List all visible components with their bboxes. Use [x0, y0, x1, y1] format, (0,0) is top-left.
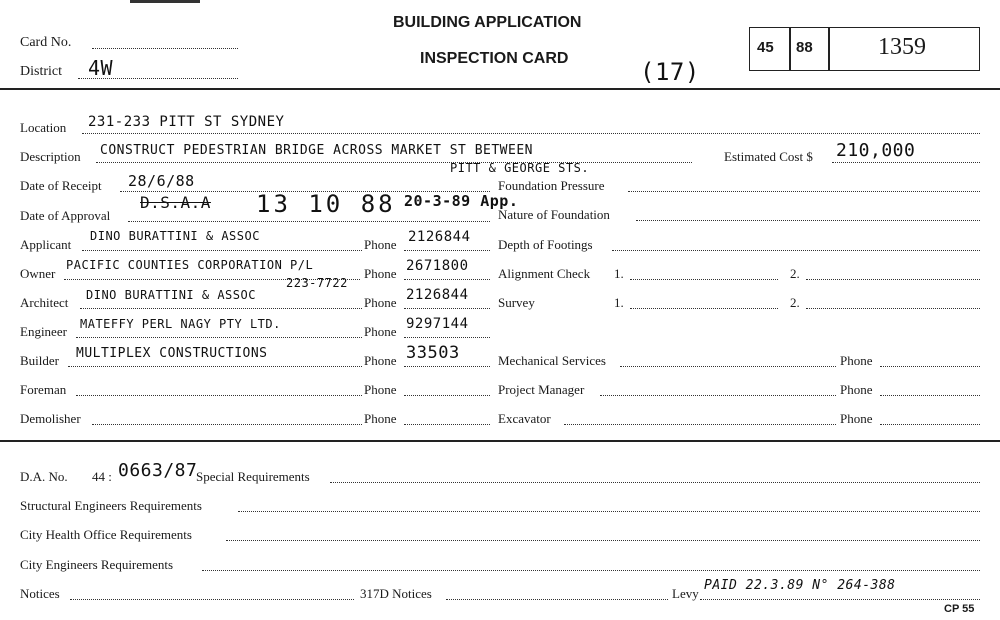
- builder-label: Builder: [20, 353, 59, 368]
- nature-foundation-line: [636, 220, 980, 221]
- nature-foundation-label: Nature of Foundation: [498, 207, 610, 222]
- levy-label: Levy: [672, 586, 699, 601]
- engineer-phone-value: 9297144: [406, 316, 469, 332]
- health-label: City Health Office Requirements: [20, 527, 192, 542]
- box-a: 45: [757, 39, 774, 56]
- location-line: [82, 133, 980, 134]
- levy-value: PAID 22.3.89 N° 264-388: [704, 578, 896, 593]
- builder-phone-line: [404, 366, 490, 367]
- form-code: CP 55: [944, 603, 975, 615]
- project-manager-line: [600, 395, 836, 396]
- description-line: [96, 162, 692, 163]
- date-receipt-label: Date of Receipt: [20, 178, 102, 193]
- depth-footings-line: [612, 250, 980, 251]
- notices-317d-line: [446, 599, 668, 600]
- engineer-label: Engineer: [20, 324, 67, 339]
- demolisher-label: Demolisher: [20, 411, 81, 426]
- header-divider: [0, 88, 1000, 90]
- architect-line: [80, 308, 362, 309]
- district-label: District: [20, 64, 62, 79]
- location-value: 231-233 PITT ST SYDNEY: [88, 114, 285, 130]
- engineer-value: MATEFFY PERL NAGY PTY LTD.: [80, 317, 281, 331]
- location-label: Location: [20, 120, 67, 135]
- date-approval-note: 20-3-89 App.: [404, 192, 519, 210]
- project-manager-label: Project Manager: [498, 382, 585, 397]
- foundation-pressure-line: [628, 191, 980, 192]
- architect-phone-label: Phone: [364, 295, 397, 310]
- structural-label: Structural Engineers Requirements: [20, 498, 202, 513]
- survey-one-label: 1.: [614, 295, 624, 310]
- box-divider-1: [789, 27, 791, 71]
- architect-phone-value: 2126844: [406, 287, 469, 303]
- alignment-one-line: [630, 279, 778, 280]
- description-value-2: PITT & GEORGE STS.: [450, 161, 590, 175]
- alignment-two-line: [806, 279, 980, 280]
- alignment-two-label: 2.: [790, 266, 800, 281]
- owner-phone-line: [404, 279, 490, 280]
- title-line-1: BUILDING APPLICATION: [393, 14, 582, 31]
- applicant-phone-line: [404, 250, 490, 251]
- survey-label: Survey: [498, 295, 535, 310]
- foreman-phone-line: [404, 395, 490, 396]
- description-value: CONSTRUCT PEDESTRIAN BRIDGE ACROSS MARKET ST BETWEEN: [100, 143, 533, 158]
- foreman-line: [76, 395, 362, 396]
- handwritten-number: (17): [640, 58, 700, 86]
- card-no-label: Card No.: [20, 35, 72, 50]
- special-requirements-label: Special Requirements: [196, 469, 310, 484]
- depth-footings-label: Depth of Footings: [498, 237, 593, 252]
- architect-extra: 223-7722: [286, 276, 348, 290]
- applicant-value: DINO BURATTINI & ASSOC: [90, 229, 260, 243]
- owner-phone-label: Phone: [364, 266, 397, 281]
- builder-phone-value: 33503: [406, 343, 460, 363]
- owner-phone-value: 2671800: [406, 258, 469, 274]
- mechanical-label: Mechanical Services: [498, 353, 606, 368]
- excavator-phone-label: Phone: [840, 411, 873, 426]
- builder-line: [68, 366, 362, 367]
- mechanical-line: [620, 366, 836, 367]
- engineer-phone-label: Phone: [364, 324, 397, 339]
- estimated-cost-label: Estimated Cost $: [724, 149, 813, 164]
- date-approval-line: [128, 221, 490, 222]
- demolisher-phone-label: Phone: [364, 411, 397, 426]
- box-number: 1359: [878, 34, 926, 60]
- survey-one-line: [630, 308, 778, 309]
- survey-two-line: [806, 308, 980, 309]
- box-divider-2: [828, 27, 830, 71]
- builder-value: MULTIPLEX CONSTRUCTIONS: [76, 346, 268, 361]
- applicant-line: [82, 250, 362, 251]
- architect-value: DINO BURATTINI & ASSOC: [86, 288, 256, 302]
- date-receipt-value: 28/6/88: [128, 172, 195, 190]
- box-b: 88: [796, 39, 813, 56]
- date-approval-label: Date of Approval: [20, 208, 111, 223]
- da-value: 0663/87: [118, 460, 198, 481]
- structural-line: [238, 511, 980, 512]
- da-prefix: 44 :: [92, 469, 112, 484]
- da-label: D.A. No.: [20, 469, 68, 484]
- city-engineers-label: City Engineers Requirements: [20, 557, 174, 572]
- section-divider: [0, 440, 1000, 442]
- demolisher-phone-line: [404, 424, 490, 425]
- alignment-one-label: 1.: [614, 266, 624, 281]
- special-requirements-line: [330, 482, 980, 483]
- alignment-label: Alignment Check: [498, 266, 591, 281]
- foreman-label: Foreman: [20, 382, 67, 397]
- survey-two-label: 2.: [790, 295, 800, 310]
- engineer-line: [76, 337, 362, 338]
- mechanical-phone-label: Phone: [840, 353, 873, 368]
- notices-label: Notices: [20, 586, 60, 601]
- owner-label: Owner: [20, 266, 56, 281]
- architect-label: Architect: [20, 295, 69, 310]
- applicant-phone-value: 2126844: [408, 229, 471, 245]
- applicant-phone-label: Phone: [364, 237, 397, 252]
- estimated-cost-line: [832, 162, 980, 163]
- card-number-box: [749, 27, 980, 71]
- engineer-phone-line: [404, 337, 490, 338]
- excavator-phone-line: [880, 424, 980, 425]
- project-manager-phone-label: Phone: [840, 382, 873, 397]
- notices-317d-label: 317D Notices: [360, 586, 432, 601]
- mechanical-phone-line: [880, 366, 980, 367]
- excavator-line: [564, 424, 836, 425]
- levy-line: [700, 599, 980, 600]
- foreman-phone-label: Phone: [364, 382, 397, 397]
- district-value: 4W: [88, 56, 114, 80]
- notices-line: [70, 599, 354, 600]
- estimated-cost-value: 210,000: [836, 140, 916, 161]
- date-approval-struck: D.S.A.A: [140, 193, 211, 212]
- health-line: [226, 540, 980, 541]
- top-edge-mark: [130, 0, 200, 3]
- description-label: Description: [20, 149, 81, 164]
- card-no-line: [92, 48, 238, 49]
- demolisher-line: [92, 424, 362, 425]
- applicant-label: Applicant: [20, 237, 72, 252]
- foundation-pressure-label: Foundation Pressure: [498, 178, 605, 193]
- owner-value: PACIFIC COUNTIES CORPORATION P/L: [66, 258, 314, 272]
- title-line-2: INSPECTION CARD: [420, 50, 569, 67]
- excavator-label: Excavator: [498, 411, 551, 426]
- architect-phone-line: [404, 308, 490, 309]
- date-approval-value: 13 10 88: [256, 190, 396, 218]
- city-engineers-line: [202, 570, 980, 571]
- builder-phone-label: Phone: [364, 353, 397, 368]
- project-manager-phone-line: [880, 395, 980, 396]
